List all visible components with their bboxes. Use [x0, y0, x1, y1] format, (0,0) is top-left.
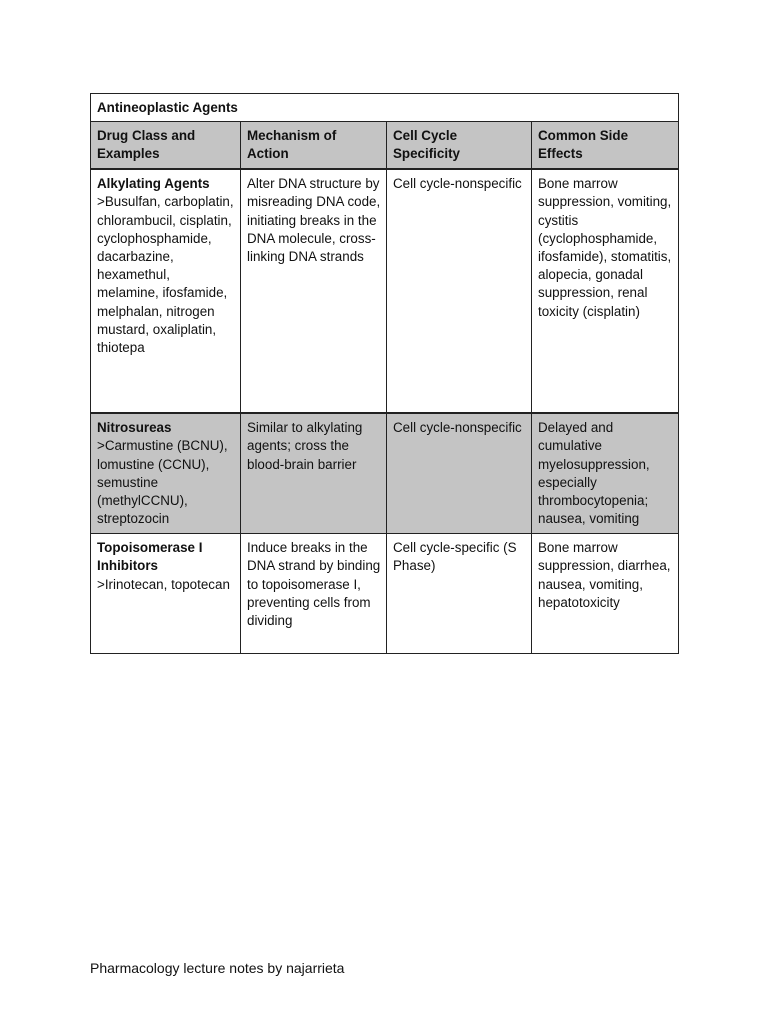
table-header-row	[91, 122, 679, 170]
page-footer: Pharmacology lecture notes by najarrieta	[90, 960, 345, 976]
specificity-cell: Cell cycle-nonspecific	[387, 169, 532, 413]
column-header-cell-cycle: Cell Cycle Specificity	[387, 122, 532, 170]
mechanism-cell: Similar to alkylating agents; cross the blood-brain barrier	[241, 413, 387, 534]
table-row	[91, 169, 679, 413]
drug-class-cell	[91, 413, 241, 534]
specificity-cell: Cell cycle-specific (S Phase)	[387, 534, 532, 654]
drug-examples: >Irinotecan, topotecan	[97, 576, 230, 592]
table-title: Antineoplastic Agents	[91, 94, 679, 122]
drug-class-name: Alkylating Agents	[97, 176, 210, 192]
antineoplastic-agents-table	[90, 93, 679, 654]
column-header-mechanism: Mechanism of Action	[241, 122, 387, 170]
drug-examples: >Carmustine (BCNU), lomustine (CCNU), semustine (methylCCNU), streptozocin	[97, 438, 228, 527]
mechanism-cell: Induce breaks in the DNA strand by binding to topoisomerase I, preventing cells from dividing	[241, 534, 387, 654]
table-title-row	[91, 94, 679, 122]
mechanism-cell: Alter DNA structure by misreading DNA code, initiating breaks in the DNA molecule, cross-linking DNA strands	[241, 169, 387, 413]
side-effects-cell: Bone marrow suppression, vomiting, cystitis (cyclophosphamide, ifosfamide), stomatitis, alopecia, gonadal suppression, renal toxicity (cisplatin)	[532, 169, 679, 413]
drug-class-name: Nitrosureas	[97, 420, 172, 436]
drug-class-name: Topoisomerase I Inhibitors	[97, 540, 203, 574]
column-header-side-effects: Common Side Effects	[532, 122, 679, 170]
side-effects-cell: Bone marrow suppression, diarrhea, nausea, vomiting, hepatotoxicity	[532, 534, 679, 654]
side-effects-cell: Delayed and cumulative myelosuppression, especially thrombocytopenia; nausea, vomiting	[532, 413, 679, 534]
drug-class-cell	[91, 169, 241, 413]
table-row	[91, 413, 679, 534]
drug-class-cell	[91, 534, 241, 654]
drug-examples: >Busulfan, carboplatin, chlorambucil, cisplatin, cyclophosphamide, dacarbazine, hexamethul, melamine, ifosfamide, melphalan, nitrogen mustard, oxaliplatin, thiotepa	[97, 194, 234, 356]
column-header-drug-class: Drug Class and Examples	[91, 122, 241, 170]
table-row	[91, 534, 679, 654]
specificity-cell: Cell cycle-nonspecific	[387, 413, 532, 534]
